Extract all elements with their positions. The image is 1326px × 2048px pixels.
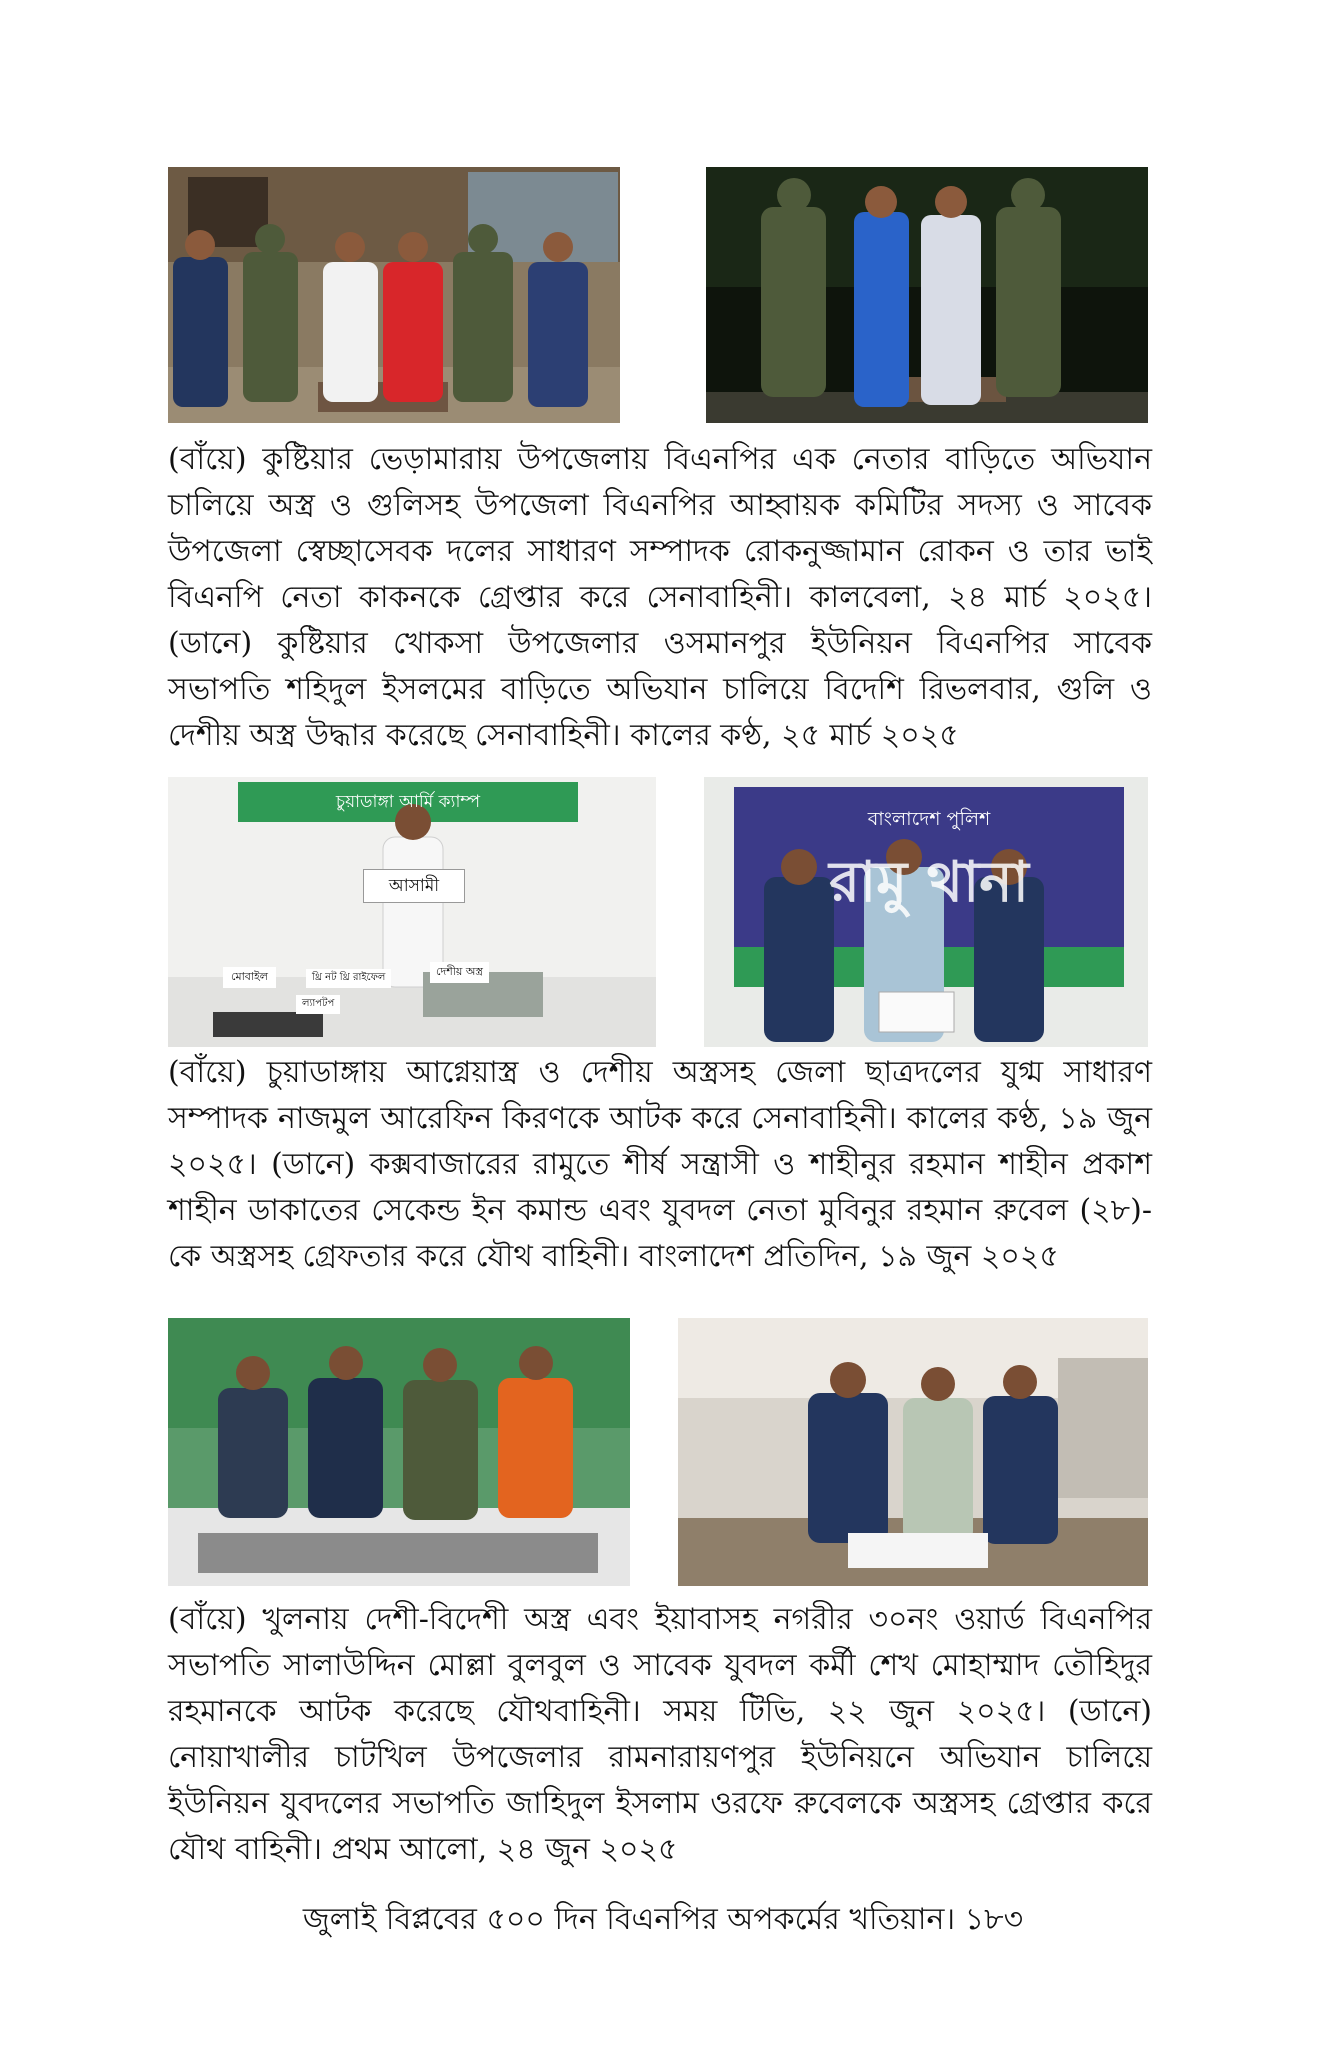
photo-khulna-arrest (168, 1318, 630, 1586)
photo-chatkhil-arrest (678, 1318, 1148, 1586)
caption-text: (বাঁয়ে) চুয়াডাঙ্গায় আগ্নেয়াস্ত্র ও দেশীয় অস্ত্রসহ জেলা ছাত্রদলের যুগ্ম সাধারণ সম্পাদক নাজমুল আরেফিন কিরণকে আটক করে সেনাবাহিনী। কালের কণ্ঠ, ১৯ জুন ২০২৫। (ডানে) কক্সবাজারের রামুতে শীর্ষ সন্ত্রাসী ও শাহীনুর রহমান শাহীন প্রকাশ শাহীন ডাকাতের সেকেন্ড ইন কমান্ড এবং যুবদল নেতা মুবিনুর রহমান রুবেল (২৮)-কে অস্ত্রসহ গ্রেফতার করে যৌথ বাহিনী। বাংলাদেশ প্রতিদিন, ১৯ জুন ২০২৫ (168, 1055, 1152, 1274)
label-local-weapon: দেশীয় অস্ত্র (430, 962, 489, 983)
photo-chuadanga-camp (168, 777, 656, 1047)
label-mobile: মোবাইল (223, 967, 276, 988)
label-laptop: ল্যাপটপ (296, 995, 340, 1014)
banner-army-camp: চুয়াডাঙ্গা আর্মি ক্যাম্প (335, 792, 481, 812)
label-rifle: থ্রি নট থ্রি রাইফেল (306, 969, 391, 988)
photo-kushtia-bheramara (168, 167, 620, 423)
caption-text: (বাঁয়ে) খুলনায় দেশী-বিদেশী অস্ত্র এবং ইয়াবাসহ নগরীর ৩০নং ওয়ার্ড বিএনপির সভাপতি সালাউদ্দিন মোল্লা বুলবুল ও সাবেক যুবদল কর্মী শেখ মোহাম্মাদ তৌহিদুর রহমানকে আটক করেছে যৌথবাহিনী। সময় টিভি, ২২ জুন ২০২৫। (ডানে) নোয়াখালীর চাটখিল উপজেলার রামনারায়ণপুর ইউনিয়নে অভিযান চালিয়ে ইউনিয়ন যুবদলের সভাপতি জাহিদুল ইসলাম ওরফে রুবেলকে অস্ত্রসহ গ্রেপ্তার করে যৌথ বাহিনী। প্রথম আলো, ২৪ জুন ২০২৫ (168, 1602, 1152, 1867)
banner-ramu-thana: রামু থানা (829, 850, 1029, 915)
caption-text: (বাঁয়ে) কুষ্টিয়ার ভেড়ামারায় উপজেলায় বিএনপির এক নেতার বাড়িতে অভিযান চালিয়ে অস্ত্র ও গুলিসহ উপজেলা বিএনপির আহ্বায়ক কমিটির সদস্য ও সাবেক উপজেলা স্বেচ্ছাসেবক দলের সাধারণ সম্পাদক রোকনুজ্জামান রোকন ও তার ভাই বিএনপি নেতা কাকনকে গ্রেপ্তার করে সেনাবাহিনী। কালবেলা, ২৪ মার্চ ২০২৫। (ডানে) কুষ্টিয়ার খোকসা উপজেলার ওসমানপুর ইউনিয়ন বিএনপির সাবেক সভাপতি শহিদুল ইসলমের বাড়িতে অভিযান চালিয়ে বিদেশি রিভলবার, গুলি ও দেশীয় অস্ত্র উদ্ধার করেছে সেনাবাহিনী। কালের কণ্ঠ, ২৫ মার্চ ২০২৫ (168, 442, 1152, 753)
caption-section-3 (168, 1597, 1152, 1873)
page-footer: জুলাই বিপ্লবের ৫০০ দিন বিএনপির অপকর্মের খতিয়ান। ১৮৩ (302, 1902, 1024, 1937)
caption-section-2 (168, 1050, 1152, 1280)
caption-section-1 (168, 437, 1152, 759)
placard-accused: আসামী (363, 869, 465, 903)
photo-kushtia-khoksa (706, 167, 1148, 423)
banner-bangladesh-police: বাংলাদেশ পুলিশ (867, 808, 991, 830)
photo-ramu-police (704, 777, 1148, 1047)
